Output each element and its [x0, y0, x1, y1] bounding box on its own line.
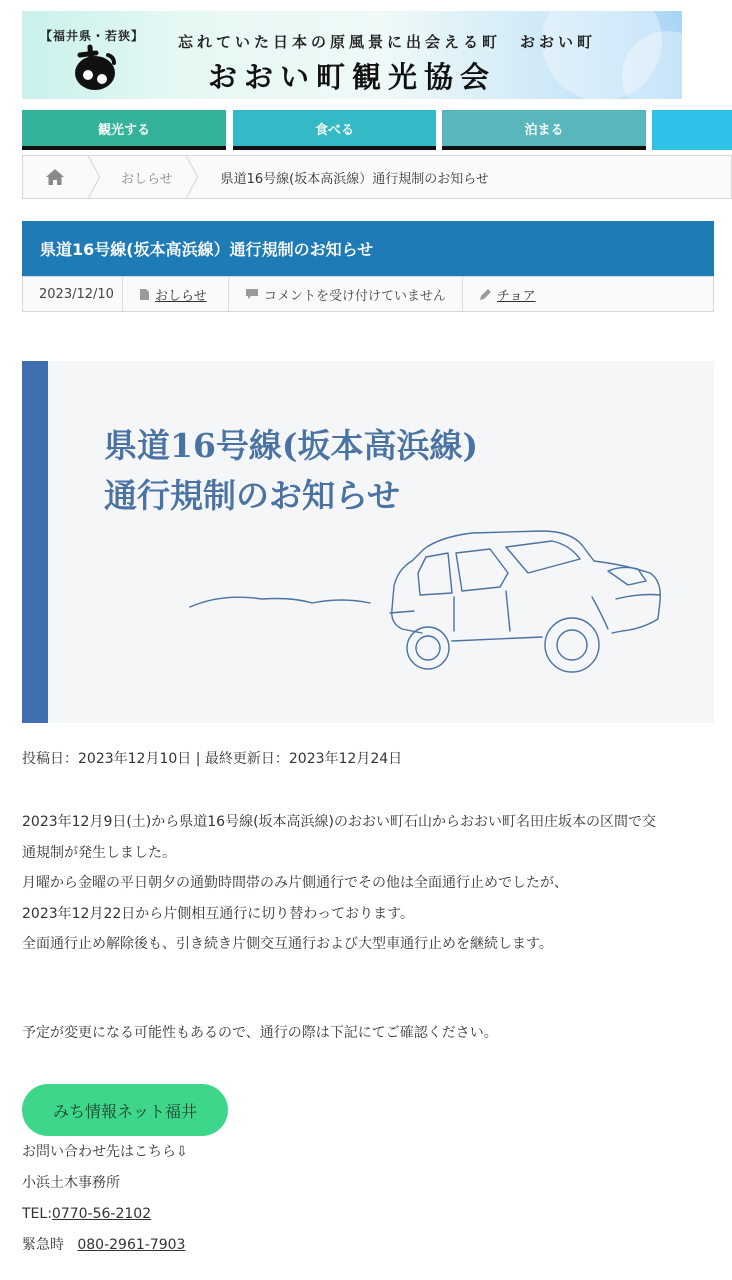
road-info-button[interactable]: みち情報ネット福井 [22, 1084, 228, 1136]
body-line: 月曜から金曜の平日朝夕の通勤時間帯のみ片側通行でその他は全面通行止めでしたが、 [22, 875, 568, 891]
breadcrumb-chevron [87, 156, 101, 198]
body-line: 通規制が発生しました。 [22, 844, 176, 861]
post-dates: 投稿日：2023年12月10日 | 最終更新日：2023年12月24日 [22, 751, 403, 767]
breadcrumb-chevron [185, 156, 199, 198]
body-line: 全面通行止め解除後も、引き続き片側交互通行および大型車通行止めを継続します。 [22, 936, 553, 952]
category-link[interactable]: おしらせ [155, 288, 207, 304]
eyecatch-title-line2: 通行規制のお知らせ [104, 476, 401, 515]
breadcrumb-category[interactable]: おしらせ [121, 171, 173, 187]
nav-item-eat[interactable]: 食べる [233, 110, 436, 150]
article-title: 県道16号線(坂本高浜線）通行規制のお知らせ [22, 221, 714, 276]
contact-office: 小浜土木事務所 [22, 1175, 120, 1191]
nav-item-more[interactable] [652, 110, 732, 150]
contact-emergency-row [22, 1230, 188, 1261]
contact-block [22, 1137, 188, 1261]
breadcrumb-home[interactable] [23, 156, 87, 198]
meta-comments-cell [229, 277, 463, 311]
eyecatch-image [22, 361, 714, 723]
article-body [22, 807, 722, 960]
emergency-tel-link[interactable]: 080-2961-7903 [77, 1237, 186, 1253]
breadcrumb-current: 県道16号線(坂本高浜線）通行規制のお知らせ [220, 171, 489, 187]
meta-category-cell [123, 277, 229, 311]
meta-date-cell [23, 277, 123, 311]
contact-intro: お問い合わせ先はこちら⇩ [22, 1144, 188, 1160]
breadcrumb [22, 155, 732, 199]
meta-author-cell [463, 277, 583, 311]
global-nav [22, 110, 732, 150]
contact-tel-row [22, 1199, 188, 1230]
nav-item-stay[interactable]: 泊まる [442, 110, 646, 150]
body-line: 2023年12月22日から片側相互通行に切り替わっております。 [22, 905, 414, 922]
author-link[interactable]: チョア [497, 288, 536, 304]
nav-item-sightseeing[interactable]: 観光する [22, 110, 226, 150]
site-tagline: 忘れていた日本の原風景に出会える町 おおい町 [178, 33, 597, 51]
article-meta [22, 276, 714, 312]
comments-status: コメントを受け付けていません [264, 288, 447, 304]
emergency-label: 緊急時 [22, 1237, 64, 1253]
site-logo [70, 43, 120, 93]
tel-label: TEL: [22, 1206, 52, 1222]
document-icon [139, 288, 150, 301]
site-title: おおい町観光協会 [208, 60, 497, 94]
site-prefecture: 【福井県・若狭】 [40, 29, 145, 43]
site-banner[interactable] [22, 11, 682, 99]
home-icon [45, 168, 65, 186]
pencil-icon [479, 288, 492, 301]
car-illustration [22, 361, 714, 723]
eyecatch-title-line1: 県道16号線(坂本高浜線) [104, 426, 479, 465]
comment-icon [245, 288, 259, 300]
body-line: 2023年12月9日(土)から県道16号線(坂本高浜線)のおおい町石山からおおい町名田庄坂本の区間で交 [22, 814, 657, 830]
post-date: 2023/12/10 [39, 286, 114, 302]
tel-link[interactable]: 0770-56-2102 [51, 1206, 152, 1222]
body-note: 予定が変更になる可能性もあるので、通行の際は下記にてご確認ください。 [22, 1025, 498, 1041]
